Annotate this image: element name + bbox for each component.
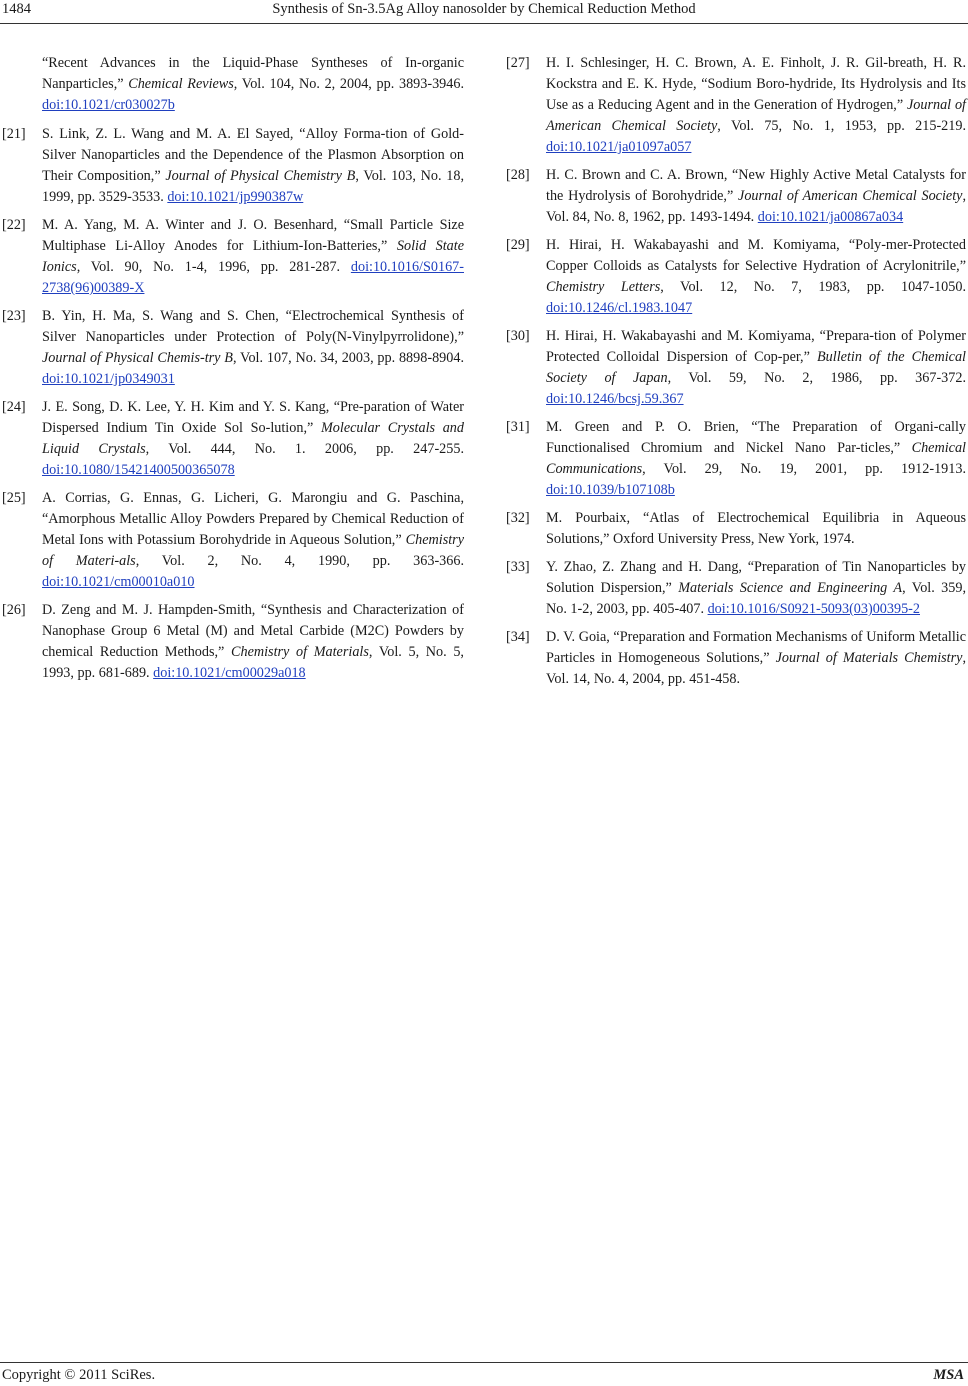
reference-number: [22] — [2, 217, 26, 233]
reference-number: [31] — [506, 419, 530, 435]
doi-link[interactable]: doi:10.1246/bcsj.59.367 — [546, 391, 684, 407]
reference-details: , Vol. 359, No. 1-2, 2003, pp. 405-407. — [546, 580, 966, 617]
reference-number: [34] — [506, 629, 530, 645]
reference-details: , Vol. 90, No. 1-4, 1996, pp. 281-287. — [76, 259, 351, 275]
reference-details: , Vol. 444, No. 1. 2006, pp. 247-255. — [145, 441, 464, 457]
doi-link[interactable]: doi:10.1246/cl.1983.1047 — [546, 300, 693, 316]
reference-journal: Journal of Physical Chemis-try B — [42, 350, 233, 366]
reference-details: , Vol. 84, No. 8, 1962, pp. 1493-1494. — [546, 188, 966, 225]
reference-24 — [0, 397, 464, 481]
reference-journal: Chemical Communications — [546, 440, 966, 477]
reference-journal: Solid State Ionics — [42, 238, 464, 275]
reference-text: Y. Zhao, Z. Zhang and H. Dang, “Preparation of Tin Nanoparticles by Solution Dispersion,” — [546, 559, 966, 596]
reference-journal: Journal of American Chemical Society — [546, 97, 966, 134]
journal-abbreviation: MSA — [933, 1367, 964, 1383]
running-title: Synthesis of Sn-3.5Ag Alloy nanosolder by Chemical Reduction Method — [272, 1, 696, 17]
doi-link[interactable]: doi:10.1021/cm00010a010 — [42, 574, 195, 590]
reference-number: [23] — [2, 308, 26, 324]
doi-link[interactable]: doi:10.1021/jp0349031 — [42, 371, 175, 387]
doi-link[interactable]: doi:10.1021/cm00029a018 — [153, 665, 306, 681]
reference-33 — [504, 557, 966, 620]
reference-text: “Recent Advances in the Liquid-Phase Syntheses of In-organic Nanparticles,” — [42, 55, 464, 92]
reference-text: B. Yin, H. Ma, S. Wang and S. Chen, “Electrochemical Synthesis of Silver Nanoparticles under Protection of Poly(N-Vinylpyrrolidone),” — [42, 308, 464, 345]
reference-31 — [504, 417, 966, 501]
reference-text: A. Corrias, G. Ennas, G. Licheri, G. Marongiu and G. Paschina, “Amorphous Metallic Alloy Powders Prepared by Chemical Reduction of Metal Ions with Potassium Borohydride in Aqueous Solution,” — [42, 490, 464, 548]
reference-journal: Chemistry of Materials — [231, 644, 369, 660]
copyright-notice: Copyright © 2011 SciRes. — [2, 1367, 156, 1383]
reference-23 — [0, 306, 464, 390]
reference-details: , Vol. 5, No. 5, 1993, pp. 681-689. — [42, 644, 464, 681]
reference-number: [26] — [2, 602, 26, 618]
reference-journal: Materials Science and Engineering A — [678, 580, 903, 596]
reference-journal: Journal of American Chemical Society — [738, 188, 963, 204]
reference-details: , Vol. 2, No. 4, 1990, pp. 363-366. — [135, 553, 464, 569]
reference-text: H. Hirai, H. Wakabayashi and M. Komiyama, “Prepara-tion of Polymer Protected Colloidal Dispersion of Cop-per,” — [546, 328, 966, 365]
reference-text: M. Green and P. O. Brien, “The Preparation of Organi-cally Functionalised Chromium and Nickel Nano Par-ticles,” — [546, 419, 966, 456]
reference-text: M. Pourbaix, “Atlas of Electrochemical Equilibria in Aqueous Solutions,” Oxford University Press, New York, 1974. — [546, 510, 966, 547]
reference-details: , Vol. 107, No. 34, 2003, pp. 8898-8904. — [232, 350, 464, 366]
reference-journal: Journal of Physical Chemistry B — [165, 168, 356, 184]
footer-divider — [0, 1362, 968, 1363]
reference-journal: Chemistry Letters — [546, 279, 661, 295]
reference-details: , Vol. 75, No. 1, 1953, pp. 215-219. — [717, 118, 966, 134]
reference-number: [25] — [2, 490, 26, 506]
reference-continuation — [0, 53, 464, 116]
reference-journal: Journal of Materials Chemistry — [775, 650, 963, 666]
reference-22 — [0, 215, 464, 299]
doi-link[interactable]: doi:10.1016/S0921-5093(03)00395-2 — [707, 601, 920, 617]
references-left-column — [0, 53, 464, 691]
doi-link[interactable]: doi:10.1039/b107108b — [546, 482, 675, 498]
reference-text: J. E. Song, D. K. Lee, Y. H. Kim and Y. S. Kang, “Pre-paration of Water Dispersed Indium Tin Oxide Sol So-lution,” — [42, 399, 464, 436]
reference-details: , Vol. 14, No. 4, 2004, pp. 451-458. — [546, 650, 966, 687]
reference-26 — [0, 600, 464, 684]
reference-details: , Vol. 29, No. 19, 2001, pp. 1912-1913. — [642, 461, 966, 477]
reference-text: D. Zeng and M. J. Hampden-Smith, “Synthesis and Characterization of Nanophase Group 6 Metal (M) and Metal Carbide (M2C) Powders by chemical Reduction Methods,” — [42, 602, 464, 660]
reference-details: , Vol. 103, No. 18, 1999, pp. 3529-3533. — [42, 168, 464, 205]
references-right-column — [504, 53, 966, 697]
reference-number: [30] — [506, 328, 530, 344]
reference-25 — [0, 488, 464, 593]
reference-text: H. I. Schlesinger, H. C. Brown, A. E. Finholt, J. R. Gil-breath, H. R. Kockstra and E. K. Hyde, “Sodium Boro-hydride, Its Hydrolysis and Its Use as a Reducing Agent and in the Generation of Hydrogen,” — [546, 55, 966, 113]
page-number: 1484 — [2, 1, 31, 17]
reference-number: [32] — [506, 510, 530, 526]
reference-32 — [504, 508, 966, 550]
reference-text: S. Link, Z. L. Wang and M. A. El Sayed, “Alloy Forma-tion of Gold-Silver Nanoparticles and the Dependence of the Plasmon Absorption on Their Composition,” — [42, 126, 464, 184]
reference-journal: Chemical Reviews — [128, 76, 234, 92]
reference-number: [33] — [506, 559, 530, 575]
reference-journal: Molecular Crystals and Liquid Crystals — [42, 420, 464, 457]
reference-number: [29] — [506, 237, 530, 253]
reference-text: D. V. Goia, “Preparation and Formation Mechanisms of Uniform Metallic Particles in Homogeneous Solutions,” — [546, 629, 966, 666]
reference-30 — [504, 326, 966, 410]
reference-number: [28] — [506, 167, 530, 183]
doi-link[interactable]: doi:10.1080/15421400500365078 — [42, 462, 235, 478]
reference-journal: Bulletin of the Chemical Society of Japan — [546, 349, 966, 386]
doi-link[interactable]: doi:10.1021/jp990387w — [167, 189, 304, 205]
reference-number: [27] — [506, 55, 530, 71]
reference-text: H. Hirai, H. Wakabayashi and M. Komiyama, “Poly-mer-Protected Copper Colloids as Catalysts for Selective Hydration of Acrylonitrile,” — [546, 237, 966, 274]
reference-text: H. C. Brown and C. A. Brown, “New Highly Active Metal Catalysts for the Hydrolysis of Borohydride,” — [546, 167, 966, 204]
doi-link[interactable]: doi:10.1021/ja01097a057 — [546, 139, 692, 155]
reference-text: M. A. Yang, M. A. Winter and J. O. Besenhard, “Small Particle Size Multiphase Li-Alloy Anodes for Lithium-Ion-Batteries,” — [42, 217, 464, 254]
reference-number: [21] — [2, 126, 26, 142]
reference-29 — [504, 235, 966, 319]
doi-link[interactable]: doi:10.1021/ja00867a034 — [757, 209, 904, 225]
doi-link[interactable]: doi:10.1021/cr030027b — [42, 97, 175, 113]
reference-details: , Vol. 12, No. 7, 1983, pp. 1047-1050. — [660, 279, 967, 295]
reference-21 — [0, 124, 464, 208]
reference-28 — [504, 165, 966, 228]
reference-34 — [504, 627, 966, 690]
reference-number: [24] — [2, 399, 26, 415]
reference-details: , Vol. 104, No. 2, 2004, pp. 3893-3946. — [233, 76, 464, 92]
header-divider — [0, 23, 968, 24]
reference-27 — [504, 53, 966, 158]
reference-details: , Vol. 59, No. 2, 1986, pp. 367-372. — [667, 370, 966, 386]
doi-link[interactable]: doi:10.1016/S0167-2738(96)00389-X — [42, 259, 464, 296]
reference-journal: Chemistry of Materi-als — [42, 532, 464, 569]
